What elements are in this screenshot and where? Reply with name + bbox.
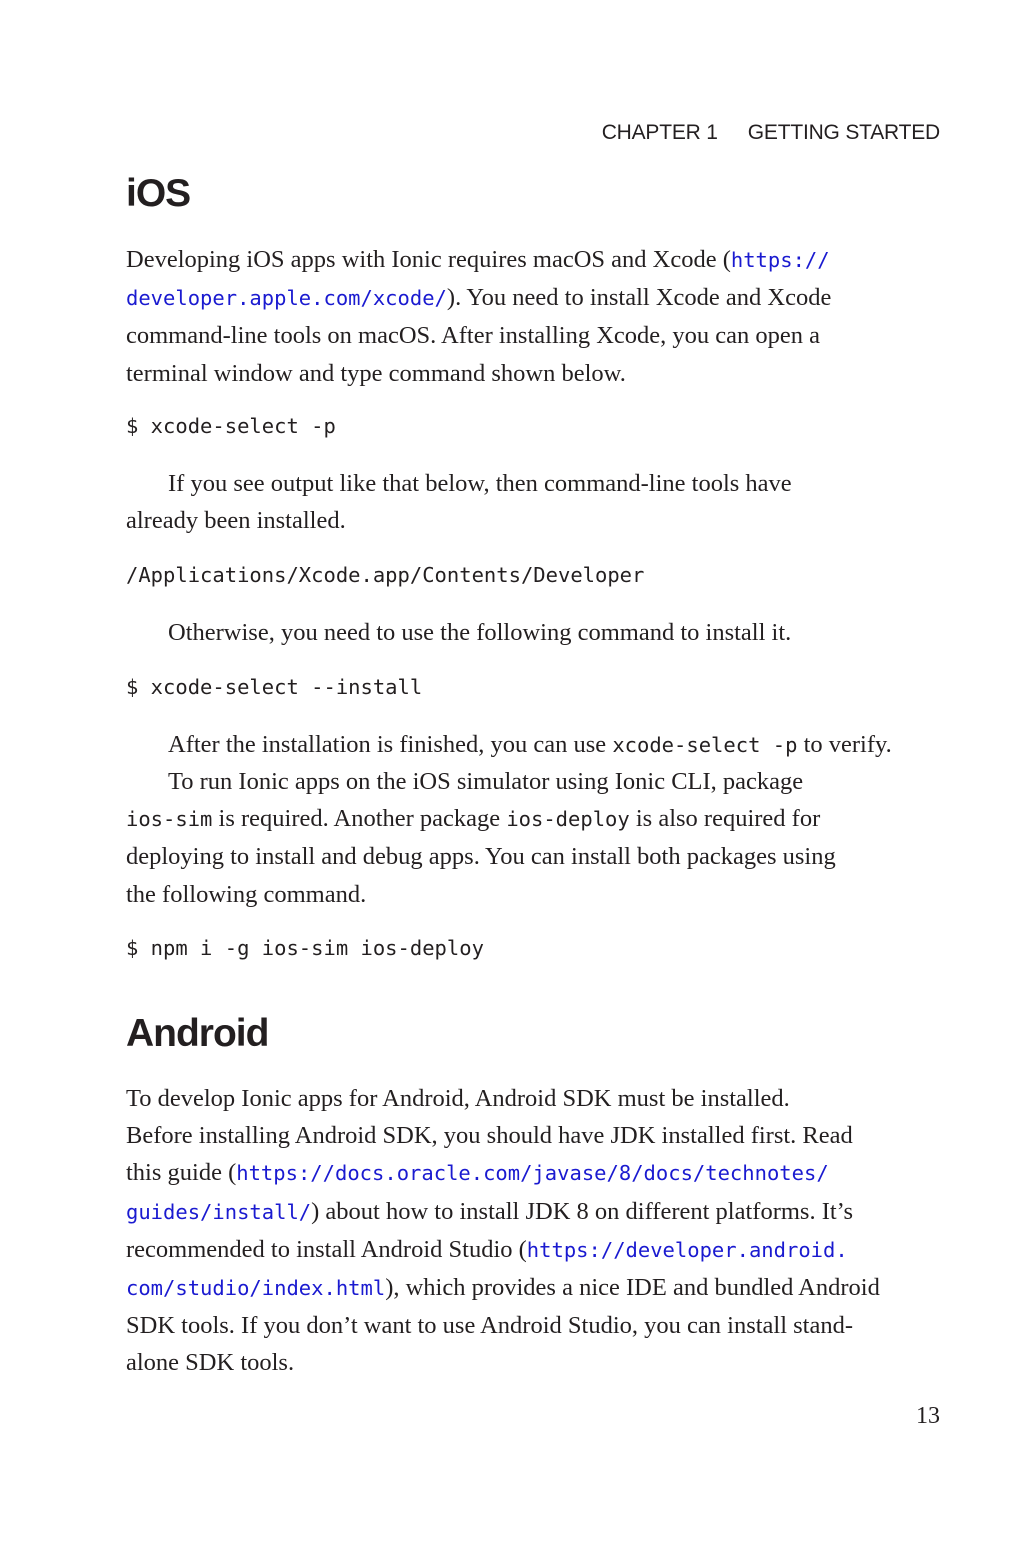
android-heading: Android (126, 1012, 269, 1055)
ios-intro-paragraph: Developing iOS apps with Ionic requires macOS and Xcode (https:// developer.apple.com/xcode/). You need to install Xcode and Xcode command-line tools on macOS. After installing Xcode, you can open a terminal window and type command shown below. (126, 246, 832, 387)
output-paragraph: If you see output like that below, then command-line tools have already been installed. (126, 470, 792, 535)
code-xcode-select-p: $ xcode-select -p (126, 414, 336, 438)
page-number: 13 (916, 1403, 940, 1429)
code-npm-install: $ npm i -g ios-sim ios-deploy (126, 936, 484, 960)
xcode-link[interactable]: https:// developer.apple.com/xcode/ (126, 248, 830, 311)
android-studio-link[interactable]: https://developer.android. com/studio/index.html (126, 1237, 848, 1301)
otherwise-paragraph: Otherwise, you need to use the following command to install it. (168, 619, 792, 646)
inline-code-ios-deploy: ios-deploy (506, 807, 630, 832)
ios-heading: iOS (126, 172, 191, 215)
running-header (602, 121, 940, 145)
jdk-install-guide-link[interactable]: https://docs.oracle.com/javase/8/docs/technotes/ guides/install/ (126, 1161, 829, 1224)
code-developer-path: /Applications/Xcode.app/Contents/Developer (126, 563, 645, 587)
code-xcode-install: $ xcode-select --install (126, 675, 423, 699)
inline-code-xcode-select: xcode-select -p (612, 733, 798, 757)
chapter-title: GETTING STARTED (747, 121, 940, 144)
chapter-label: CHAPTER 1 (601, 121, 718, 144)
android-paragraph: To develop Ionic apps for Android, Android SDK must be installed. Before installing Android SDK, you should have JDK installed first. Read this guide (https://docs.oracle.com/javase/8/docs/technotes/ guides/install/) about how to install JDK 8 on different platforms. It’s recommended to install Android Studio (https://developer.android. com/studio/index.html), which provides a nice IDE and bundled Android SDK tools. If you don’t want to use Android Studio, you can install stand- alone SDK tools. (126, 1085, 880, 1377)
ios-sim-paragraph: To run Ionic apps on the iOS simulator using Ionic CLI, package ios-sim is required. Another package ios-deploy is also required for deploying to install and debug apps. You can install both packages using the following command. (126, 768, 836, 908)
inline-code-ios-sim: ios-sim (126, 807, 213, 832)
verify-paragraph: After the installation is finished, you can use xcode-select -p to verify. (168, 731, 892, 758)
